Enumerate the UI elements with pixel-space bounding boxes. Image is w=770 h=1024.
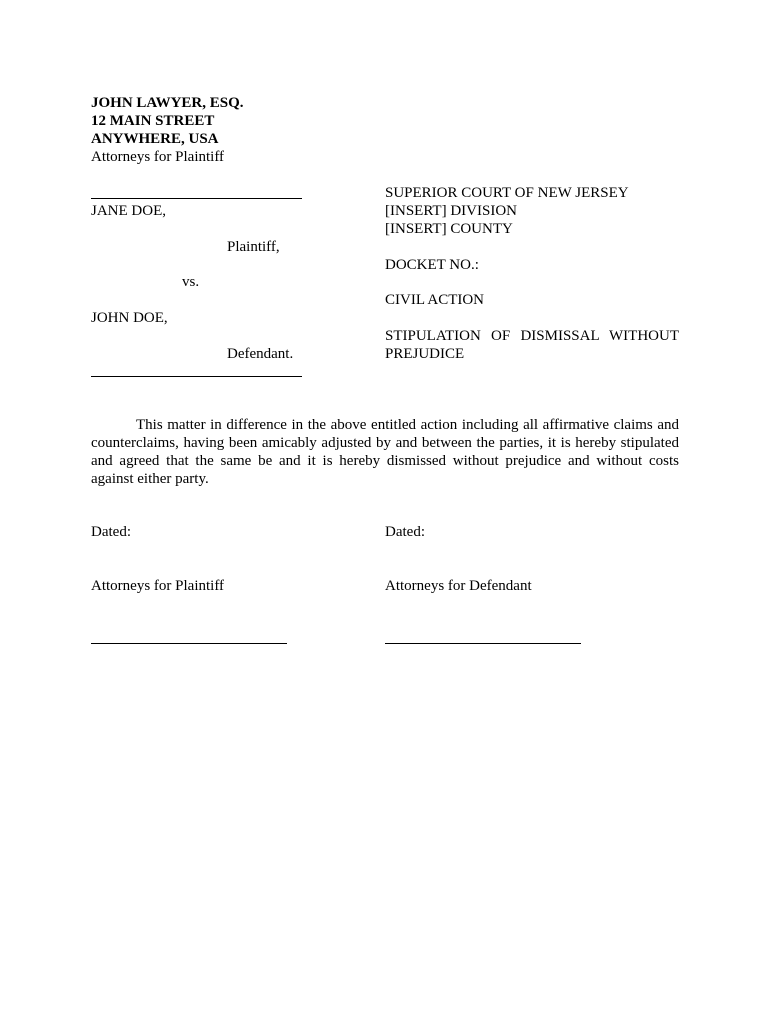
attorney-city: ANYWHERE, USA (91, 131, 219, 147)
court-division: [INSERT] DIVISION (385, 203, 517, 219)
plaintiff-label: Plaintiff, (227, 239, 280, 255)
right-signature-role: Attorneys for Defendant (385, 578, 532, 594)
document-title: STIPULATION OF DISMISSAL WITHOUT PREJUDICE (385, 328, 679, 362)
court-name: SUPERIOR COURT OF NEW JERSEY (385, 185, 629, 201)
attorney-street: 12 MAIN STREET (91, 113, 215, 129)
court-county: [INSERT] COUNTY (385, 221, 513, 237)
attorney-name: JOHN LAWYER, ESQ. (91, 95, 244, 111)
right-signature-line (385, 643, 581, 644)
attorney-role: Attorneys for Plaintiff (91, 149, 225, 165)
body-paragraph: This matter in difference in the above entitled action including all affirmative claims and counterclaims, having been amicably adjusted by and between the parties, it is hereby stipulated and agreed that the same be and it is hereby dismissed without prejudice and without costs against either party. (91, 417, 679, 487)
docket-number: DOCKET NO.: (385, 257, 479, 273)
versus-label: vs. (182, 274, 200, 290)
defendant-name: JOHN DOE, (91, 310, 168, 326)
caption-top-rule (91, 198, 302, 199)
right-dated-label: Dated: (385, 524, 425, 540)
caption-bottom-rule (91, 376, 302, 377)
left-dated-label: Dated: (91, 524, 131, 540)
left-signature-line (91, 643, 287, 644)
plaintiff-name: JANE DOE, (91, 203, 166, 219)
left-signature-role: Attorneys for Plaintiff (91, 578, 225, 594)
defendant-label: Defendant. (227, 346, 294, 362)
action-type: CIVIL ACTION (385, 292, 485, 308)
